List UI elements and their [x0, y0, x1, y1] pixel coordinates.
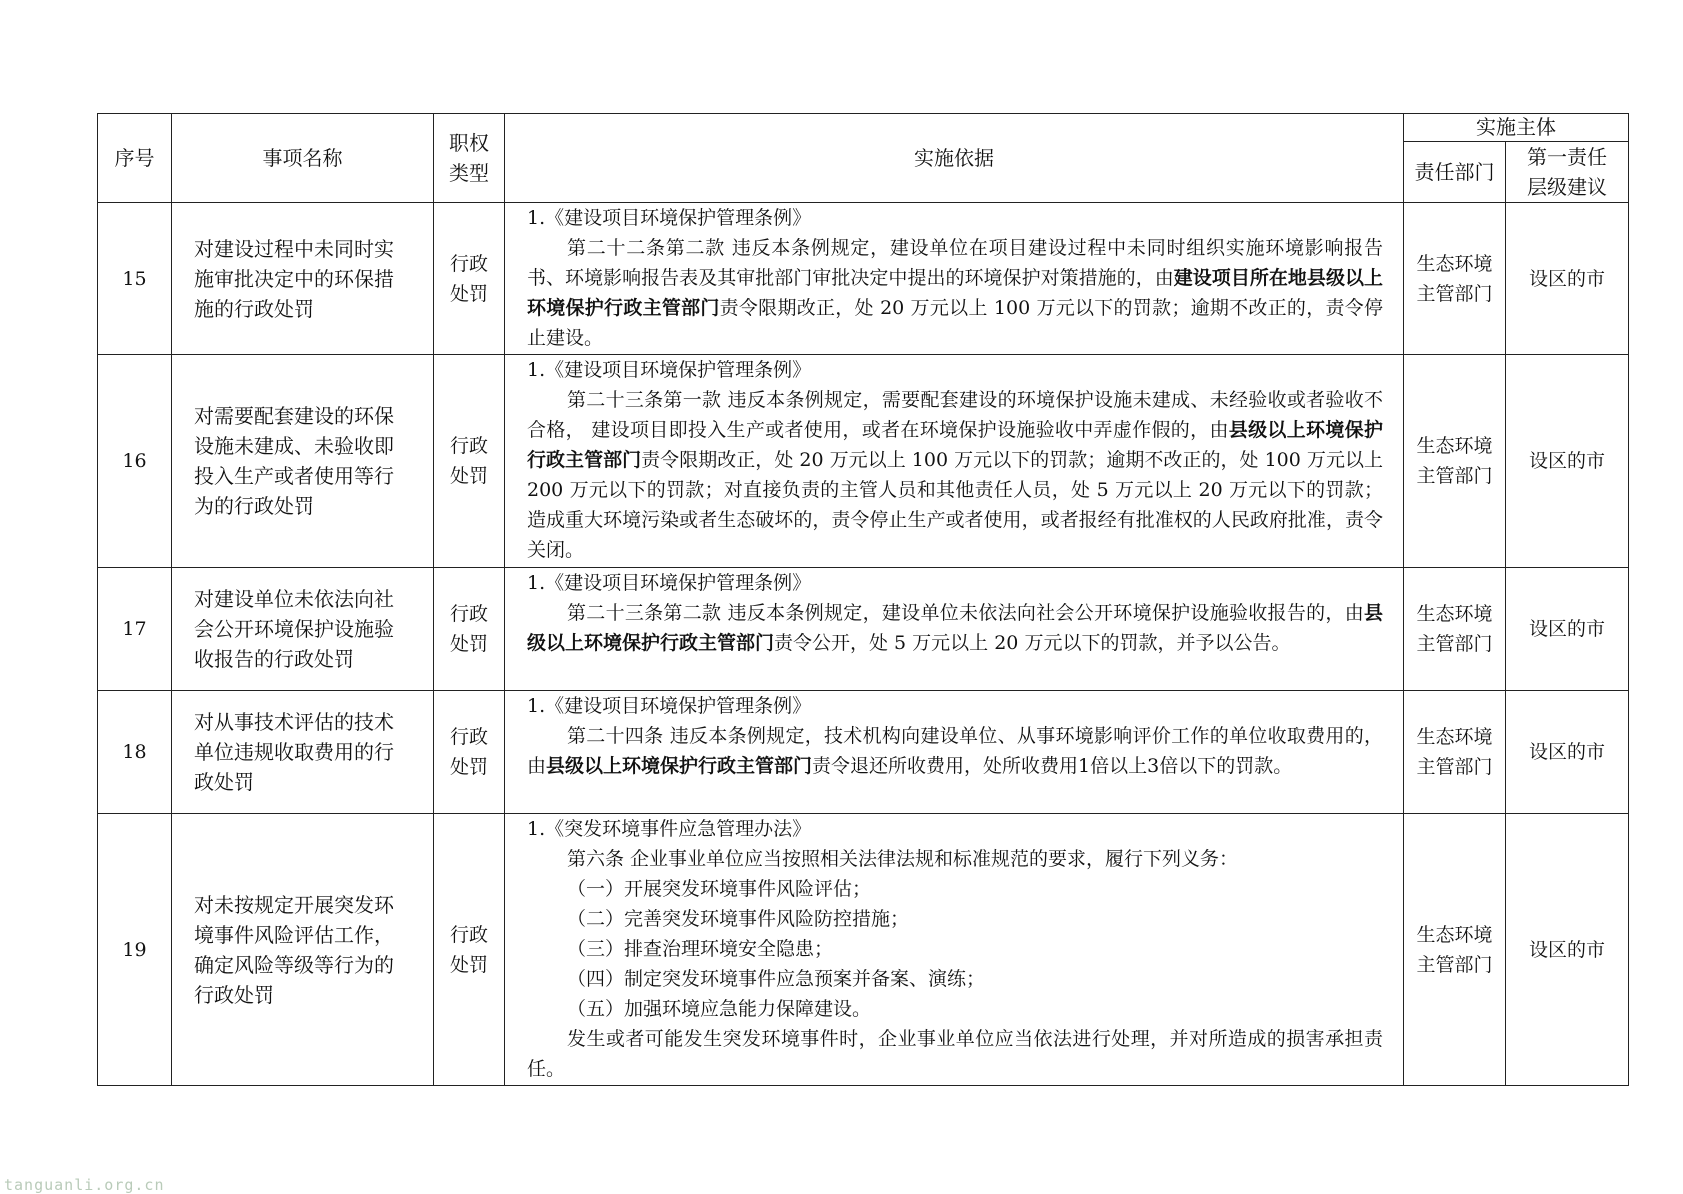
row-dept: 生态环境主管部门: [1404, 814, 1506, 1086]
row-basis: [505, 203, 1404, 355]
row-dept: 生态环境主管部门: [1404, 203, 1506, 355]
authority-highlight: 建设项目所在地县级以上环境保护行政主管部门: [527, 267, 1383, 319]
law-title: 1.《建设项目环境保护管理条例》: [527, 572, 812, 594]
article-fragment: 第二十三条第一款 违反本条例规定，需要配套建设的环境保护设施未建成、未经验收或者验收不合格， 建设项目即投入生产或者使用，或者在环境保护设施验收中弄虚作假的，由: [527, 389, 1383, 441]
row-item-name: 对需要配套建设的环保设施未建成、未验收即投入生产或者使用等行为的行政处罚: [172, 355, 434, 568]
header-level: 第一责任层级建议: [1506, 142, 1629, 203]
row-dept: 生态环境主管部门: [1404, 691, 1506, 814]
table-row: [98, 691, 1629, 814]
authority-highlight: 县级以上环境保护行政主管部门: [546, 755, 813, 777]
row-basis: [505, 355, 1404, 568]
row-seq: 16: [98, 355, 172, 568]
article-text: [527, 721, 1383, 781]
header-basis: 实施依据: [505, 114, 1404, 203]
table-row: [98, 355, 1629, 568]
row-seq: 18: [98, 691, 172, 814]
row-item-name: 对建设过程中未同时实施审批决定中的环保措施的行政处罚: [172, 203, 434, 355]
row-power-type: 行政处罚: [434, 814, 505, 1086]
row-basis: [505, 691, 1404, 814]
row-level: 设区的市: [1506, 355, 1629, 568]
row-level: 设区的市: [1506, 568, 1629, 691]
row-item-name: 对从事技术评估的技术单位违规收取费用的行政处罚: [172, 691, 434, 814]
row-power-type: 行政处罚: [434, 203, 505, 355]
header-seq: 序号: [98, 114, 172, 203]
article-fragment: 责令限期改正，处 20 万元以上 100 万元以下的罚款；逾期不改正的，处 100 万元以上 200 万元以下的罚款；对直接负责的主管人员和其他责任人员，处 5 万元以上 20 万元以下的罚款；造成重大环境污染或者生态破坏的，责令停止生产或者使用，或者报经有批准权的人民政府批准，责令关闭。: [527, 449, 1383, 561]
closing-text: 发生或者可能发生突发环境事件时，企业事业单位应当依法进行处理，并对所造成的损害承担责任。: [527, 1028, 1383, 1080]
law-title: 1.《建设项目环境保护管理条例》: [527, 695, 812, 717]
law-title: 1.《建设项目环境保护管理条例》: [527, 207, 812, 229]
article-fragment: 第二十四条 违反本条例规定，技术机构向建设单位、从事环境影响评价工作的单位收取费用的，由: [527, 725, 1383, 777]
law-title: 1.《突发环境事件应急管理办法》: [527, 818, 812, 840]
obligation-item: （三）排查治理环境安全隐患；: [567, 938, 834, 960]
header-dept: 责任部门: [1404, 142, 1506, 203]
row-seq: 19: [98, 814, 172, 1086]
article-fragment: 责令公开，处 5 万元以上 20 万元以下的罚款，并予以公告。: [774, 632, 1291, 654]
article-fragment: 第二十三条第二款 违反本条例规定，建设单位未依法向社会公开环境保护设施验收报告的，由: [567, 602, 1364, 624]
table-row: [98, 203, 1629, 355]
row-level: 设区的市: [1506, 203, 1629, 355]
row-basis: [505, 814, 1404, 1086]
row-dept: 生态环境主管部门: [1404, 355, 1506, 568]
obligation-item: （二）完善突发环境事件风险防控措施；: [567, 908, 910, 930]
row-power-type: 行政处罚: [434, 568, 505, 691]
header-subject: 实施主体: [1404, 114, 1629, 142]
article-fragment: 责令限期改正，处 20 万元以上 100 万元以下的罚款；逾期不改正的，责令停止建设。: [527, 297, 1383, 349]
row-power-type: 行政处罚: [434, 355, 505, 568]
header-item-name: 事项名称: [172, 114, 434, 203]
row-item-name: 对未按规定开展突发环境事件风险评估工作，确定风险等级等行为的行政处罚: [172, 814, 434, 1086]
table-row: [98, 568, 1629, 691]
obligation-item: （四）制定突发环境事件应急预案并备案、演练；: [567, 968, 986, 990]
article-text: [527, 233, 1383, 353]
table-row: [98, 814, 1629, 1086]
row-dept: 生态环境主管部门: [1404, 568, 1506, 691]
row-power-type: 行政处罚: [434, 691, 505, 814]
article-text: 第六条 企业事业单位应当按照相关法律法规和标准规范的要求，履行下列义务：: [567, 848, 1239, 870]
row-basis: [505, 568, 1404, 691]
article-text: [527, 385, 1383, 565]
authority-highlight: 县级以上环境保护行政主管部门: [527, 419, 1383, 471]
article-text: [527, 598, 1383, 658]
watermark: tanguanli.org.cn: [4, 1176, 165, 1194]
article-fragment: 第二十二条第二款 违反本条例规定，建设单位在项目建设过程中未同时组织实施环境影响报告书、环境影响报告表及其审批部门审批决定中提出的环境保护对策措施的，由: [527, 237, 1383, 289]
row-level: 设区的市: [1506, 814, 1629, 1086]
obligation-item: （一）开展突发环境事件风险评估；: [567, 878, 872, 900]
header-power-type: 职权类型: [434, 114, 505, 203]
authority-highlight: 县级以上环境保护行政主管部门: [527, 602, 1383, 654]
row-seq: 17: [98, 568, 172, 691]
obligation-item: （五）加强环境应急能力保障建设。: [567, 998, 872, 1020]
row-item-name: 对建设单位未依法向社会公开环境保护设施验收报告的行政处罚: [172, 568, 434, 691]
row-seq: 15: [98, 203, 172, 355]
law-title: 1.《建设项目环境保护管理条例》: [527, 359, 812, 381]
enforcement-table: [97, 113, 1629, 1086]
row-level: 设区的市: [1506, 691, 1629, 814]
article-fragment: 责令退还所收费用，处所收费用1倍以上3倍以下的罚款。: [812, 755, 1293, 777]
